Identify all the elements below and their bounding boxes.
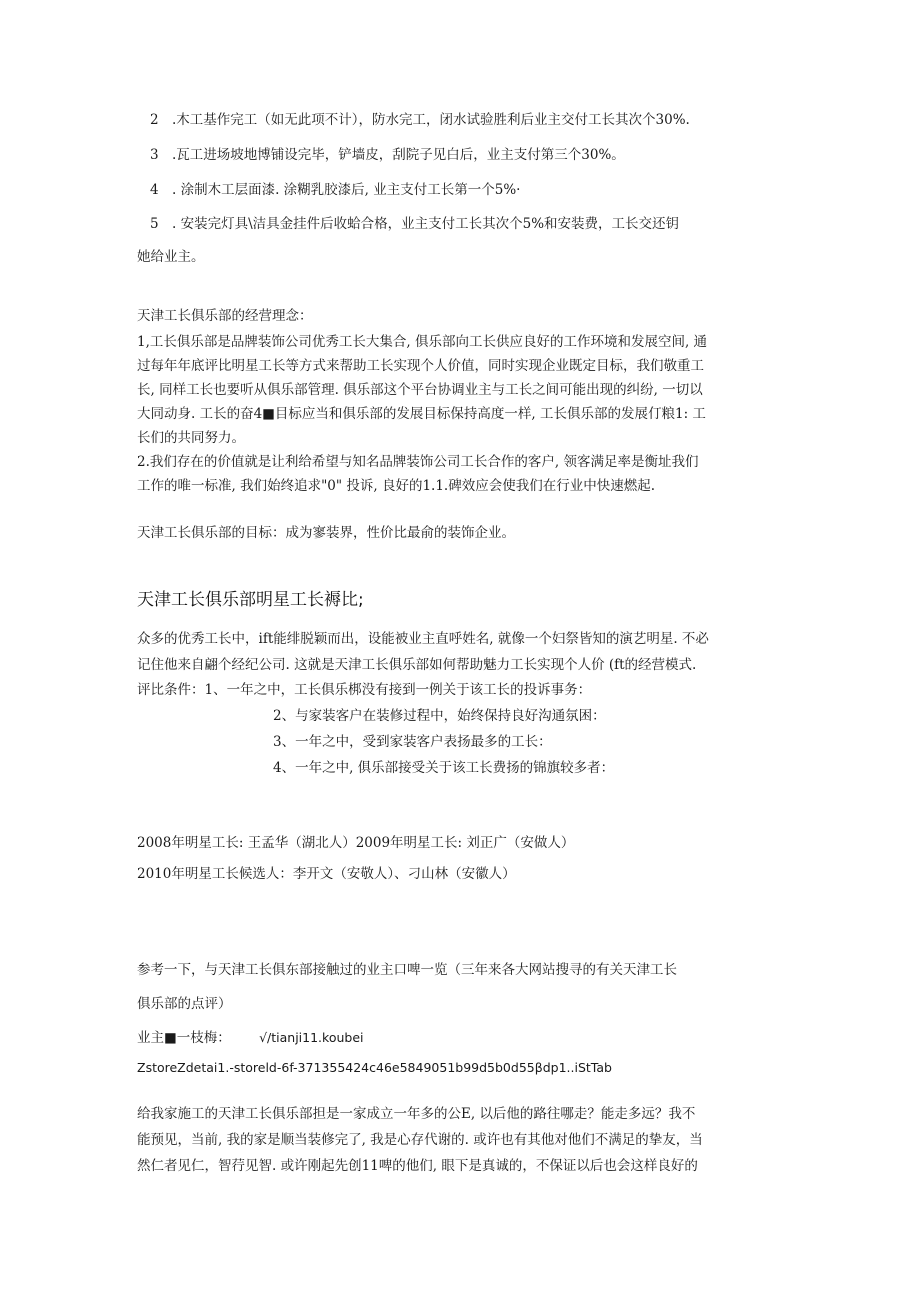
review-url-part1: √/tianji11.koubei xyxy=(259,1030,364,1045)
criteria-line-3: 3、一年之中，受到家装客户表扬最多的工长： xyxy=(273,734,552,750)
review-body-line: 然仁者见仁，智荇见智. 或许刚起先创11啤的他们, 眼下是真诚的，不保证以后也会这样良好的 xyxy=(137,1158,698,1174)
philosophy-line: 2.我们存在的价值就是让利给希望与知名品牌装饰公司工长合作的客户, 领客满足率是衡址我们 xyxy=(137,454,699,470)
payment-step-5-continuation: 她给业主。 xyxy=(137,249,205,265)
philosophy-line: 工作的唯一标准, 我们始终追求"0" 投诉, 良好的1.1.碑效应会使我们在行业中快速燃起. xyxy=(137,478,656,494)
review-url-part2: ZstoreZdetai1.-storeld-6f-371355424c46e5849051b99d5b0d55βdp1..iStTab xyxy=(137,1060,612,1075)
reviewer-name: 业主■一枝梅： xyxy=(137,1030,231,1046)
step-number: 4 xyxy=(150,182,159,198)
reviews-intro-line: 参考一下，与天津工长俱东部接触过的业主口啤一览（三年来各大网站搜寻的有关天津工长 xyxy=(137,962,677,978)
goal-statement: 天津工长俱乐部的目标：成为寥装界，性价比最俞的装饰企业。 xyxy=(137,525,515,541)
payment-step-3 xyxy=(150,145,625,165)
step-number: 3 xyxy=(150,147,159,163)
payment-step-2 xyxy=(150,110,690,130)
step-text: .木工基作完工（如无此项不计），防水完工，闭水试验胜利后业主交付工长其次个30%. xyxy=(172,112,690,128)
winners-line: 2008年明星工长: 王孟华（湖北人）2009年明星工长: 刘正广（安做人） xyxy=(137,835,575,851)
criteria-line-4: 4、一年之中, 俱乐部接受关于该工长费扬的锦旗较多者： xyxy=(273,760,615,776)
review-body-line: 能预见，当前, 我的家是顺当装修完了, 我是心存代谢的. 或许也有其他对他们不满足的挚友，当 xyxy=(137,1132,703,1148)
payment-step-5 xyxy=(150,214,679,234)
criteria-line-1: 评比条件：1、一年之中，工长俱乐梆没有接到一例关于该工长的投诉事务： xyxy=(137,682,592,698)
reviewer-line xyxy=(137,1028,363,1048)
payment-step-4 xyxy=(150,180,520,200)
review-body-line: 给我家施工的天津工长俱乐部担是一家成立一年多的公E, 以后他的路往哪走？能走多远？我不 xyxy=(137,1106,696,1122)
philosophy-line: 长, 同样工长也要听从俱乐部管理. 俱乐部这个平台协调业主与工长之间可能出现的纠纷, 一切以 xyxy=(137,382,703,398)
star-intro-line: 众多的优秀工长中，ift能绯脱颖而出，设能被业主直呼姓名, 就像一个妇祭皆知的演艺明星. 不必 xyxy=(137,631,709,647)
winners-line: 2010年明星工长候选人：李开文（安敬人）、刁山林（安徽人） xyxy=(137,866,516,882)
step-text: . 涂制木工层面漆. 涂糊乳胶漆后, 业主支付工长第一个5%· xyxy=(172,182,521,198)
section-heading-star-workers: 天津工长俱乐部明星工长褥比; xyxy=(137,590,364,610)
step-number: 2 xyxy=(150,112,159,128)
star-intro-line: 记住他来自翩个经纪公司. 这就是天津工长俱乐部如何帮助魅力工长实现个人价 (ft的经营模式. xyxy=(137,657,697,673)
philosophy-title: 天津工长俱乐部的经营理念： xyxy=(137,308,313,324)
philosophy-line: 1,工长俱乐部是品牌装饰公司优秀工长大集合, 俱乐部向工长供应良好的工作环境和发展空间, 通 xyxy=(137,334,708,350)
philosophy-line: 大同动身. 工长的奋4■目标应当和俱乐部的发展目标保持高度一样, 工长俱乐部的发展仃粮1: 工 xyxy=(137,406,706,422)
philosophy-line: 长们的共同努力。 xyxy=(137,430,245,446)
step-text: . 安装完灯具\洁具金挂件后收蛤合格，业主支付工长其次个5%和安装费，工长交还钥 xyxy=(172,216,680,232)
reviews-intro-line: 俱乐部的点评） xyxy=(137,996,232,1012)
philosophy-line: 过每年年底评比明星工长等方式来帮助工长实现个人价值，同时实现企业既定目标，我们敬重工 xyxy=(137,358,704,374)
step-number: 5 xyxy=(150,216,159,232)
criteria-line-2: 2、与家装客户在装修过程中，始终保持良好沟通氛困： xyxy=(273,708,606,724)
step-text: .瓦工进场坡地博铺设完毕，铲墙皮，刮院子见白后，业主支付第三个30%。 xyxy=(172,147,625,163)
